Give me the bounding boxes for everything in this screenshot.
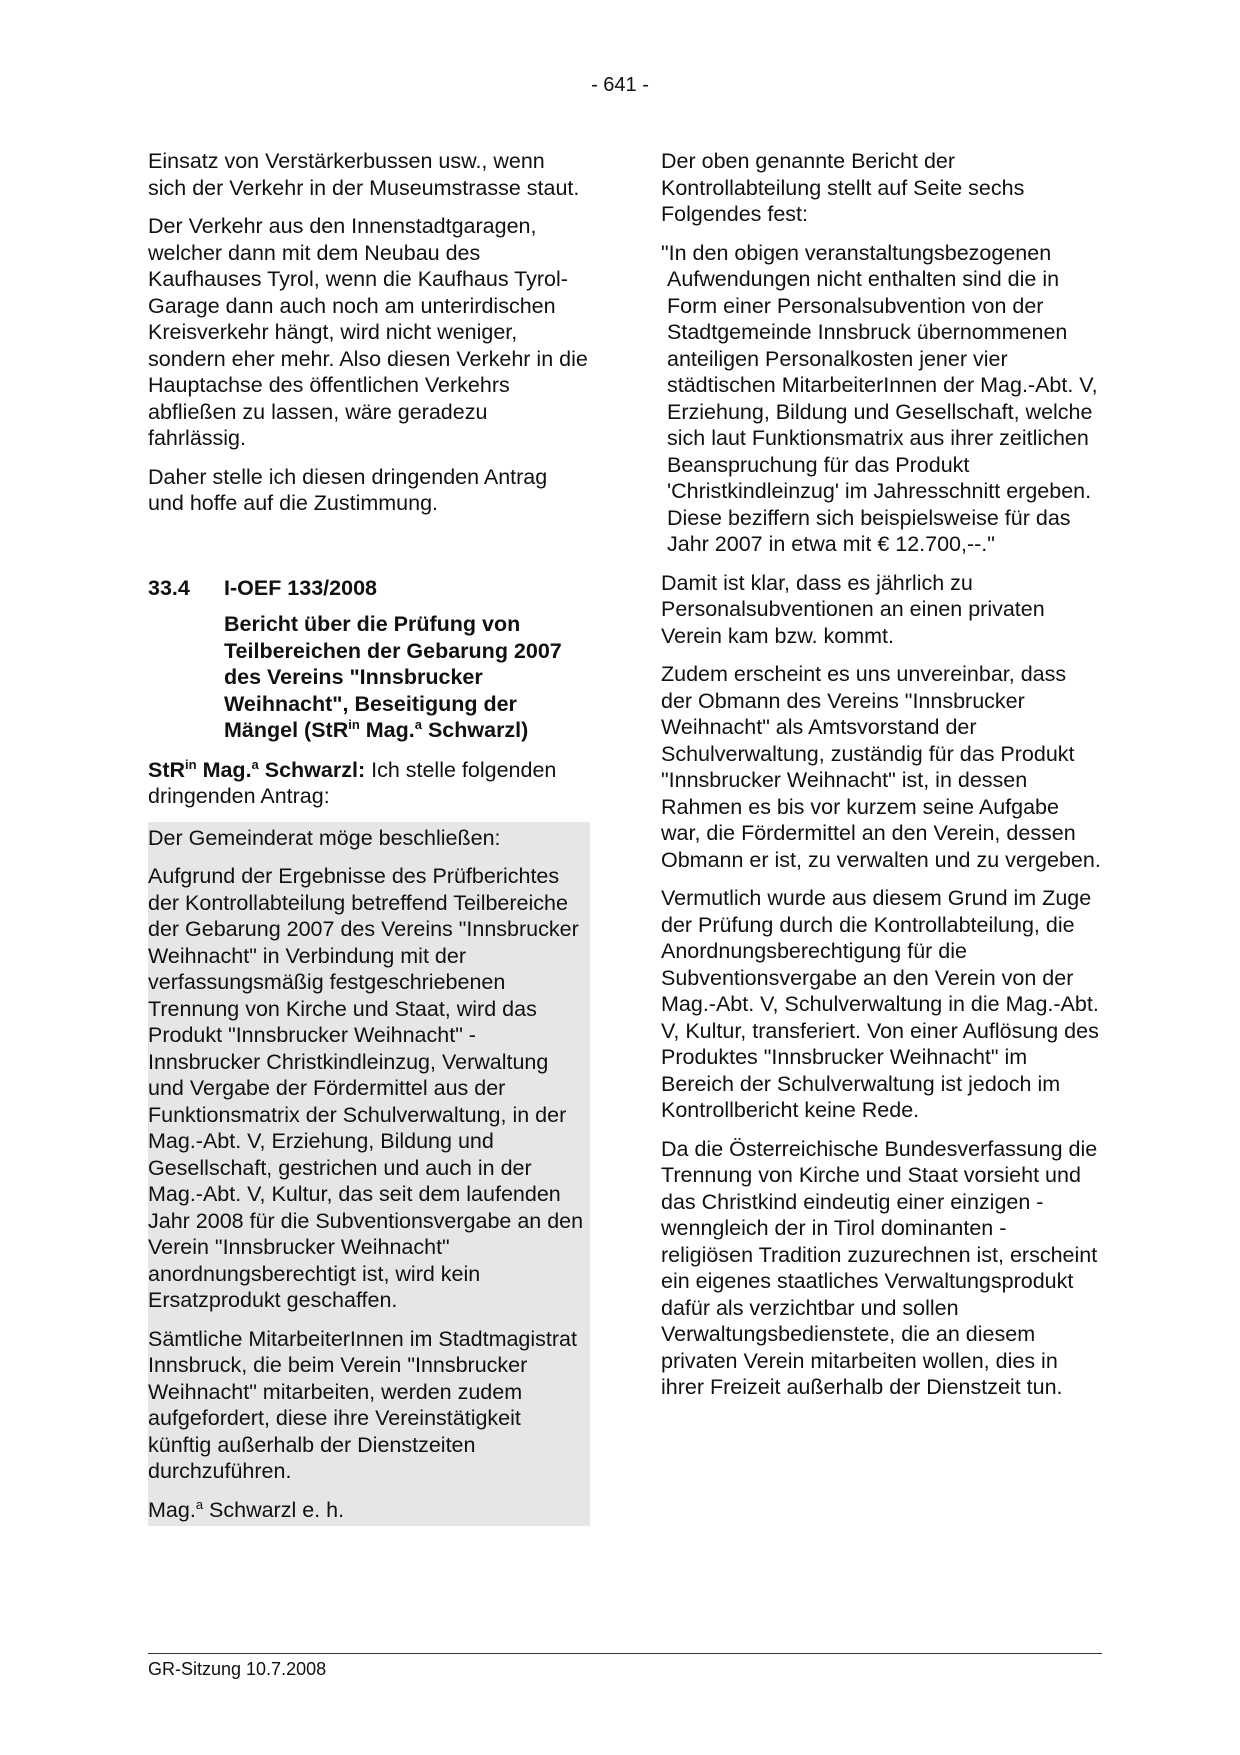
right-column — [661, 148, 1101, 1413]
motion-box — [148, 822, 590, 1527]
paragraph: Daher stelle ich diesen dringenden Antrag und hoffe auf die Zustimmung. — [148, 464, 548, 515]
agenda-item-title: Bericht über die Prüfung von Teilbereichen der Gebarung 2007 des Vereins "Innsbrucker Weihnacht", Beseitigung der Mängel (StR$^{in}$ Mag.$^a$ Schwarzl) — [224, 612, 562, 742]
paragraph: Der oben genannte Bericht der Kontrollabteilung stellt auf Seite sechs Folgendes fest: — [661, 149, 1025, 226]
motion-signature: Mag.$^a$ Schwarzl e. h. — [148, 1496, 345, 1522]
paragraph: Zudem erscheint es uns unvereinbar, dass der Obmann des Vereins "Innsbrucker Weihnacht" als Amtsvorstand der Schulverwaltung, zuständig für das Produkt "Innsbrucker Weihnacht" ist, in dessen Rahmen es bis vor kurzem seine Aufgabe war, die Fördermittel an den Verein, dessen Obmann er ist, zu verwalten und zu vergeben. — [661, 662, 1101, 872]
speaker-statement: StR$^{in}$ Mag.$^a$ Schwarzl: Ich stelle folgenden dringenden Antrag: — [148, 756, 557, 808]
agenda-item-code: I-OEF 133/2008 — [224, 575, 377, 600]
motion-intro: Der Gemeinderat möge beschließen: — [148, 825, 501, 850]
paragraph: Da die Österreichische Bundesverfassung die Trennung von Kirche und Staat vorsieht und das Christkind eindeutig einer einzigen - wenngleich der in Tirol dominanten - religiösen Tradition zuzurechnen ist, erscheint ein eigenes staatliches Verwaltungsprodukt dafür als verzichtbar und sollen Verwaltungsbedienstete, die an diesem privaten Verein mitarbeiten wollen, dies in ihrer Freizeit außerhalb der Dienstzeit tun. — [661, 1136, 1098, 1399]
page-number: - 641 - — [591, 74, 649, 96]
paragraph: Vermutlich wurde aus diesem Grund im Zuge der Prüfung durch die Kontrollabteilung, die Anordnungsberechtigung für die Subventionsvergabe an den Verein von der Mag.-Abt. V, Schulverwaltung in die Mag.-Abt. V, Kultur, transferiert. Von einer Auflösung des Produktes "Innsbrucker Weihnacht" im Bereich der Schulverwaltung ist jedoch im Kontrollbericht keine Rede. — [661, 886, 1099, 1122]
report-quote: "In den obigen veranstaltungsbezogenen Aufwendungen nicht enthalten sind die in Form einer Personalsubvention von der Stadtgemeinde Innsbruck übernommenen anteiligen Personalkosten jener vier städtischen MitarbeiterInnen der Mag.-Abt. V, Erziehung, Bildung und Gesellschaft, welche sich laut Funktionsmatrix aus ihrer zeitlichen Beanspruchung für das Produkt 'Christkindleinzug' im Jahresschnitt ergeben. Diese beziffern sich beispielsweise für das Jahr 2007 in etwa mit € 12.700,--." — [661, 240, 1098, 556]
paragraph: Der Verkehr aus den Innenstadtgaragen, welcher dann mit dem Neubau des Kaufhauses Tyrol, wenn die Kaufhaus Tyrol-Garage dann auch noch am unterirdischen Kreisverkehr hängt, wird nicht weniger, sondern eher mehr. Also diesen Verkehr in die Hauptachse des öffentlichen Verkehrs abfließen zu lassen, wäre geradezu fahrlässig. — [148, 214, 588, 450]
agenda-item-number: 33.4 — [148, 575, 190, 600]
motion-paragraph: Sämtliche MitarbeiterInnen im Stadtmagistrat Innsbruck, die beim Verein "Innsbrucker Weihnacht" mitarbeiten, werden zudem aufgefordert, diese ihre Vereinstätigkeit künftig außerhalb der Dienstzeiten durchzuführen. — [148, 1326, 577, 1483]
left-column — [148, 148, 588, 1526]
motion-paragraph: Aufgrund der Ergebnisse des Prüfberichtes der Kontrollabteilung betreffend Teilbereiche der Gebarung 2007 des Vereins "Innsbrucker Weihnacht" in Verbindung mit der verfassungsmäßig festgeschriebenen Trennung von Kirche und Staat, wird das Produkt "Innsbrucker Weihnacht" - Innsbrucker Christkindleinzug, Verwaltung und Vergabe der Fördermittel aus der Funktionsmatrix der Schulverwaltung, in der Mag.-Abt. V, Erziehung, Bildung und Gesellschaft, gestrichen und auch in der Mag.-Abt. V, Kultur, das seit dem laufenden Jahr 2008 für die Subventionsvergabe an den Verein "Innsbrucker Weihnacht" anordnungsberechtigt ist, wird kein Ersatzprodukt geschaffen. — [148, 864, 584, 1312]
paragraph: Damit ist klar, dass es jährlich zu Personalsubventionen an einen privaten Verein kam bzw. kommt. — [661, 570, 1045, 648]
footer-session-date: GR-Sitzung 10.7.2008 — [148, 1659, 327, 1679]
agenda-item-heading — [148, 575, 588, 602]
paragraph: Einsatz von Verstärkerbussen usw., wenn sich der Verkehr in der Museumstrasse staut. — [148, 149, 580, 200]
footer-divider — [148, 1653, 1102, 1654]
